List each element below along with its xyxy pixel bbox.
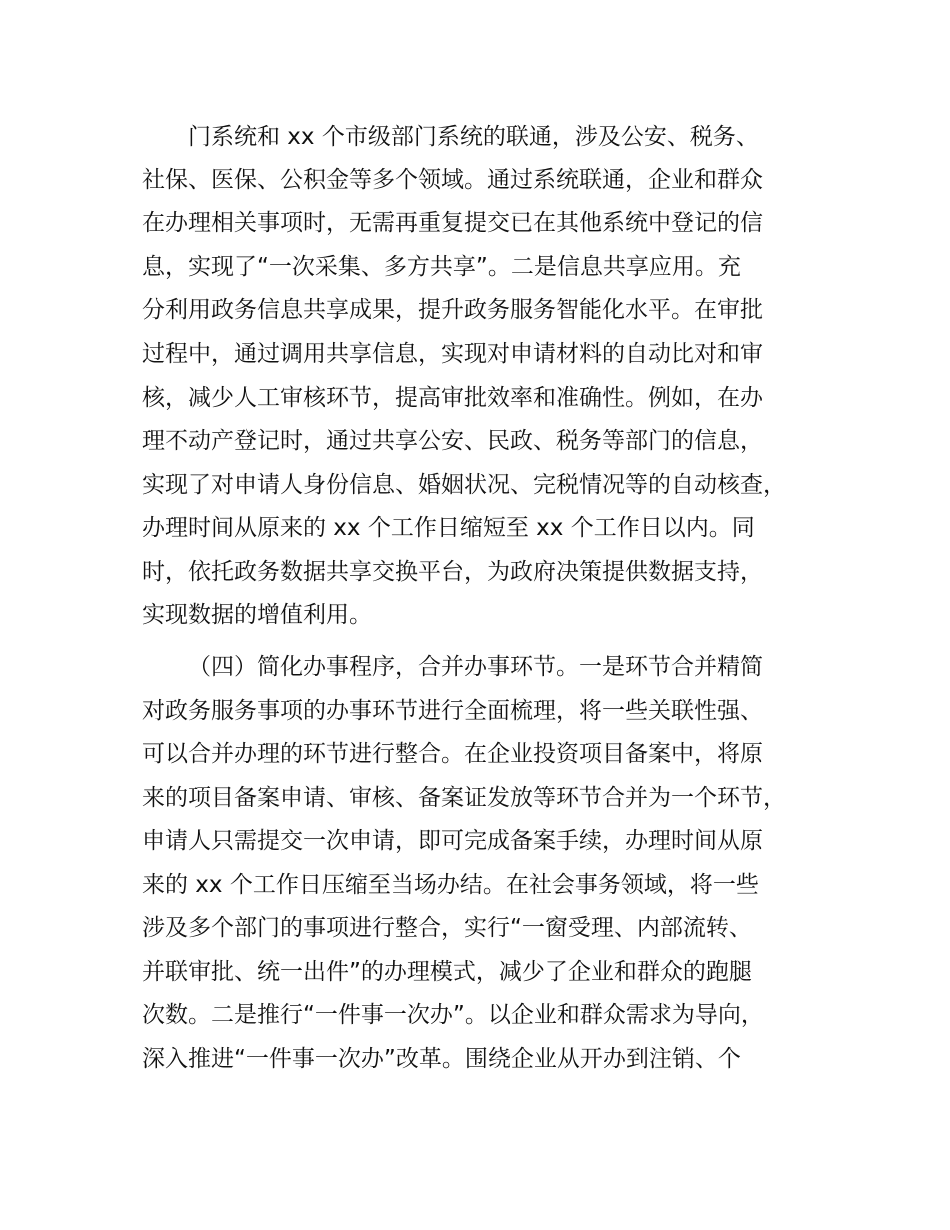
paragraph-2-line-2: 对政务服务事项的办事环节进行全面梳理，将一些关联性强、: [142, 698, 763, 724]
paragraph-2-line-10: 深入推进“一件事一次办”改革。围绕企业从开办到注销、个: [142, 1046, 741, 1072]
paragraph-1-line-10: 办理时间从原来的 xx 个工作日缩短至 xx 个工作日以内。同: [142, 515, 755, 541]
paragraph-1-line-6: 过程中，通过调用共享信息，实现对申请材料的自动比对和审: [142, 341, 763, 367]
paragraph-2-line-6: 来的 xx 个工作日压缩至当场办结。在社会事务领域，将一些: [142, 872, 759, 898]
paragraph-2-line-1: （四）简化办事程序，合并办事环节。一是环节合并精简: [188, 654, 763, 680]
paragraph-2-line-8: 并联审批、统一出件”的办理模式，减少了企业和群众的跑腿: [142, 959, 752, 985]
paragraph-1-line-4: 息，实现了“一次采集、多方共享”。二是信息共享应用。充: [142, 254, 741, 280]
paragraph-1-line-2: 社保、医保、公积金等多个领域。通过系统联通，企业和群众: [142, 167, 763, 193]
paragraph-1-line-5: 分利用政务信息共享成果，提升政务服务智能化水平。在审批: [142, 297, 763, 323]
paragraph-1-line-9: 实现了对申请人身份信息、婚姻状况、完税情况等的自动核查，: [142, 472, 786, 498]
paragraph-1-line-1: 门系统和 xx 个市级部门系统的联通，涉及公安、税务、: [188, 124, 759, 150]
paragraph-1-line-11: 时，依托政务数据共享交换平台，为政府决策提供数据支持，: [142, 559, 763, 585]
paragraph-1-line-7: 核，减少人工审核环节，提高审批效率和准确性。例如，在办: [142, 385, 763, 411]
paragraph-1-line-8: 理不动产登记时，通过共享公安、民政、税务等部门的信息，: [142, 428, 763, 454]
paragraph-2-line-3: 可以合并办理的环节进行整合。在企业投资项目备案中，将原: [142, 741, 763, 767]
paragraph-2-line-9: 次数。二是推行“一件事一次办”。以企业和群众需求为导向，: [142, 1002, 764, 1028]
paragraph-2-line-7: 涉及多个部门的事项进行整合，实行“一窗受理、内部流转、: [142, 915, 752, 941]
paragraph-2-line-5: 申请人只需提交一次申请，即可完成备案手续，办理时间从原: [142, 828, 763, 854]
paragraph-1-line-3: 在办理相关事项时，无需再重复提交已在其他系统中登记的信: [142, 210, 763, 236]
paragraph-1-line-12: 实现数据的增值利用。: [142, 602, 372, 628]
paragraph-2-line-4: 来的项目备案申请、审核、备案证发放等环节合并为一个环节，: [142, 785, 786, 811]
